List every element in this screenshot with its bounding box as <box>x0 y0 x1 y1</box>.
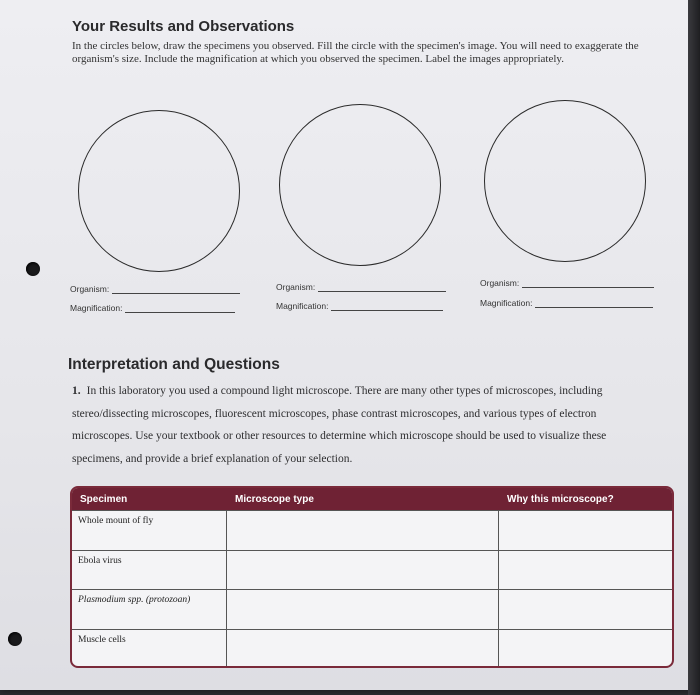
reason-cell[interactable] <box>499 511 672 550</box>
microscope-type-cell[interactable] <box>227 511 499 550</box>
magnification-line[interactable] <box>125 304 235 313</box>
organism-line[interactable] <box>318 283 446 292</box>
reason-cell[interactable] <box>499 590 672 629</box>
magnification-line[interactable] <box>331 302 443 311</box>
magnification-label: Magnification: <box>70 303 123 313</box>
microscope-type-cell[interactable] <box>227 551 499 590</box>
drawing-circle-2[interactable] <box>279 104 441 266</box>
header-why-microscope: Why this microscope? <box>507 493 614 505</box>
header-specimen: Specimen <box>80 493 128 505</box>
organism-label: Organism: <box>70 284 110 294</box>
results-heading: Your Results and Observations <box>72 18 295 35</box>
drawing-circle-1[interactable] <box>78 110 240 272</box>
organism-field-2[interactable] <box>276 282 446 292</box>
organism-line[interactable] <box>522 279 654 288</box>
binder-hole-icon <box>26 262 40 276</box>
question-number: 1. <box>72 385 81 397</box>
magnification-field-3[interactable] <box>480 298 653 308</box>
specimen-cell: Muscle cells <box>72 630 227 669</box>
reason-cell[interactable] <box>499 630 672 669</box>
table-row <box>72 550 672 590</box>
organism-label: Organism: <box>276 282 316 292</box>
specimen-table <box>70 486 674 668</box>
binder-hole-icon <box>8 632 22 646</box>
magnification-line[interactable] <box>535 299 653 308</box>
question-1 <box>72 380 652 470</box>
table-header-row <box>72 488 672 510</box>
organism-field-3[interactable] <box>480 278 654 288</box>
results-instructions: In the circles below, draw the specimens you observed. Fill the circle with the specimen's image. You will need to exaggerate the organism's size. Include the magnification at which you observed the specimen. Label the images appropriately. <box>72 40 639 65</box>
specimen-cell: Ebola virus <box>72 551 227 590</box>
microscope-type-cell[interactable] <box>227 590 499 629</box>
organism-field-1[interactable] <box>70 284 240 294</box>
drawing-circle-3[interactable] <box>484 100 646 262</box>
table-row <box>72 629 672 669</box>
question-text: In this laboratory you used a compound light microscope. There are many other types of microscopes, including stereo/dissecting microscopes, fluorescent microscopes, phase contrast microscopes, and various types of electron microscopes. Use your textbook or other resources to determine which microscope should be used to visualize these specimens, and provide a brief explanation of your selection. <box>72 385 607 465</box>
reason-cell[interactable] <box>499 551 672 590</box>
organism-label: Organism: <box>480 278 520 288</box>
organism-line[interactable] <box>112 285 240 294</box>
magnification-field-1[interactable] <box>70 303 235 313</box>
header-microscope-type: Microscope type <box>235 493 314 505</box>
specimen-cell: Plasmodium spp. (protozoan) <box>72 590 227 629</box>
magnification-label: Magnification: <box>480 298 533 308</box>
magnification-label: Magnification: <box>276 301 329 311</box>
magnification-field-2[interactable] <box>276 301 443 311</box>
microscope-type-cell[interactable] <box>227 630 499 669</box>
page-edge-shadow <box>688 0 700 695</box>
interpretation-heading: Interpretation and Questions <box>68 356 280 373</box>
table-row <box>72 510 672 550</box>
table-row <box>72 589 672 629</box>
specimen-cell: Whole mount of fly <box>72 511 227 550</box>
